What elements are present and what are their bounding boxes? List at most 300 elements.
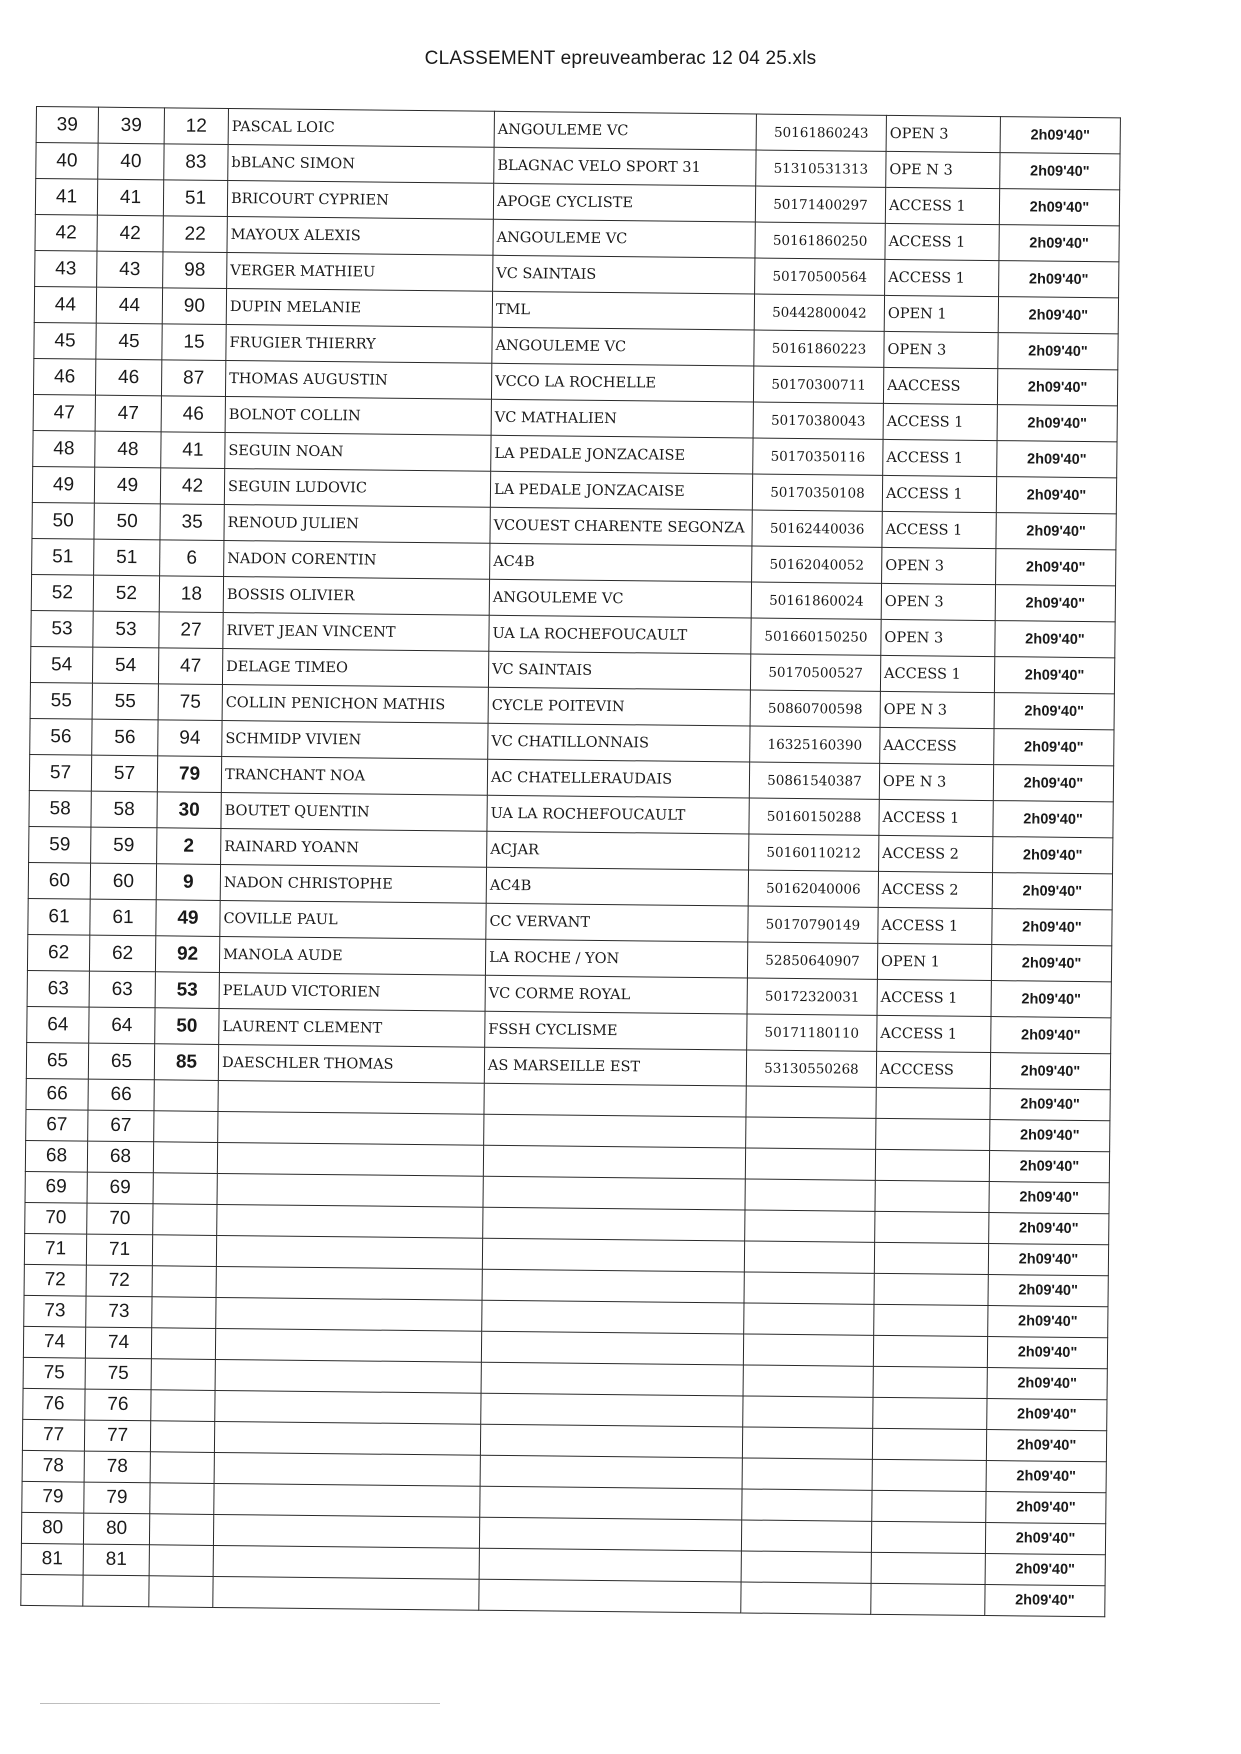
position-cell: 57: [29, 754, 91, 791]
category-cell: [871, 1583, 985, 1615]
position-cell: 44: [34, 286, 96, 323]
license-number-cell: 50161860243: [756, 114, 886, 151]
license-number-cell: 53130550268: [746, 1050, 876, 1087]
club-cell: AC4B: [486, 867, 748, 906]
club-cell: VC CHATILLONNAIS: [488, 723, 750, 762]
rider-name-cell: RAINARD YOANN: [221, 828, 487, 867]
rider-name-cell: [216, 1297, 482, 1331]
category-cell: [872, 1459, 986, 1491]
license-number-cell: 52850640907: [747, 942, 877, 979]
rider-name-cell: BOUTET QUENTIN: [221, 792, 487, 831]
bib-number-cell: 30: [157, 792, 221, 829]
place-cell: 78: [84, 1451, 150, 1483]
category-cell: ACCCESS: [876, 1051, 990, 1088]
rider-name-cell: [216, 1266, 482, 1300]
place-cell: 63: [89, 971, 155, 1008]
bib-number-cell: 22: [163, 216, 227, 253]
bib-number-cell: 83: [164, 144, 228, 181]
time-cell: 2h09'40": [994, 693, 1114, 730]
position-cell: 39: [36, 107, 98, 144]
rider-name-cell: [218, 1111, 484, 1145]
club-cell: CC VERVANT: [486, 903, 748, 942]
license-number-cell: 501660150250: [751, 618, 881, 655]
rider-name-cell: MAYOUX ALEXIS: [227, 217, 493, 256]
rider-name-cell: [217, 1142, 483, 1176]
rider-name-cell: NADON CHRISTOPHE: [220, 864, 486, 903]
time-cell: 2h09'40": [996, 513, 1116, 550]
rider-name-cell: [213, 1514, 479, 1548]
club-cell: TML: [492, 291, 754, 330]
position-cell: 42: [35, 214, 97, 251]
category-cell: OPEN 1: [877, 943, 991, 980]
bib-number-cell: [151, 1328, 215, 1360]
bib-number-cell: 49: [156, 900, 220, 937]
time-cell: 2h09'40": [996, 549, 1116, 586]
bib-number-cell: 27: [159, 612, 223, 649]
position-cell: 54: [30, 646, 92, 683]
club-cell: ACJAR: [487, 831, 749, 870]
club-cell: AS MARSEILLE EST: [484, 1047, 746, 1086]
time-cell: 2h09'40": [991, 981, 1111, 1018]
bib-number-cell: [149, 1514, 213, 1546]
rider-name-cell: [214, 1421, 480, 1455]
rider-name-cell: [215, 1390, 481, 1424]
category-cell: ACCESS 1: [879, 799, 993, 836]
category-cell: [871, 1521, 985, 1553]
license-number-cell: [744, 1303, 874, 1335]
category-cell: ACCESS 1: [882, 475, 996, 512]
rider-name-cell: LAURENT CLEMENT: [219, 1008, 485, 1047]
time-cell: 2h09'40": [991, 945, 1111, 982]
club-cell: VCCO LA ROCHELLE: [491, 363, 753, 402]
place-cell: 40: [98, 143, 164, 180]
time-cell: 2h09'40": [990, 1053, 1110, 1090]
license-number-cell: 50161860024: [751, 582, 881, 619]
place-cell: 70: [87, 1203, 153, 1235]
position-cell: 71: [24, 1233, 86, 1265]
place-cell: 75: [85, 1358, 151, 1390]
category-cell: [876, 1087, 990, 1119]
category-cell: [874, 1242, 988, 1274]
club-cell: [479, 1517, 741, 1551]
rider-name-cell: [216, 1235, 482, 1269]
license-number-cell: 16325160390: [750, 726, 880, 763]
club-cell: VC CORME ROYAL: [485, 975, 747, 1014]
time-cell: 2h09'40": [998, 333, 1118, 370]
time-cell: 2h09'40": [993, 765, 1113, 802]
bib-number-cell: [149, 1545, 213, 1577]
bib-number-cell: [153, 1204, 217, 1236]
category-cell: ACCESS 2: [879, 835, 993, 872]
position-cell: 56: [30, 718, 92, 755]
results-sheet: [20, 106, 1121, 1617]
category-cell: OPEN 3: [886, 115, 1000, 152]
license-number-cell: [744, 1272, 874, 1304]
time-cell: 2h09'40": [1000, 117, 1120, 154]
bib-number-cell: 35: [160, 504, 224, 541]
rider-name-cell: PELAUD VICTORIEN: [219, 972, 485, 1011]
club-cell: [484, 1114, 746, 1148]
position-cell: [21, 1574, 83, 1606]
club-cell: [482, 1238, 744, 1272]
bib-number-cell: 92: [155, 936, 219, 973]
license-number-cell: 50171400297: [755, 186, 885, 223]
bib-number-cell: [152, 1266, 216, 1298]
time-cell: 2h09'40": [990, 1120, 1110, 1152]
time-cell: 2h09'40": [994, 729, 1114, 766]
time-cell: 2h09'40": [988, 1306, 1108, 1338]
license-number-cell: [741, 1582, 871, 1614]
time-cell: 2h09'40": [986, 1430, 1106, 1462]
club-cell: [480, 1486, 742, 1520]
category-cell: OPEN 3: [882, 547, 996, 584]
time-cell: 2h09'40": [997, 405, 1117, 442]
category-cell: OPEN 3: [881, 583, 995, 620]
position-cell: 58: [29, 790, 91, 827]
place-cell: 81: [83, 1544, 149, 1576]
club-cell: LA PEDALE JONZACAISE: [491, 435, 753, 474]
place-cell: 64: [89, 1007, 155, 1044]
time-cell: 2h09'40": [996, 477, 1116, 514]
position-cell: 49: [32, 466, 94, 503]
place-cell: 61: [90, 899, 156, 936]
category-cell: OPE N 3: [879, 763, 993, 800]
bib-number-cell: 9: [156, 864, 220, 901]
license-number-cell: [742, 1458, 872, 1490]
place-cell: 51: [94, 539, 160, 576]
time-cell: 2h09'40": [989, 1182, 1109, 1214]
bib-number-cell: [150, 1421, 214, 1453]
bib-number-cell: [149, 1576, 213, 1608]
bib-number-cell: 2: [157, 828, 221, 865]
category-cell: [873, 1366, 987, 1398]
club-cell: BLAGNAC VELO SPORT 31: [494, 147, 756, 186]
category-cell: [872, 1490, 986, 1522]
category-cell: OPE N 3: [886, 151, 1000, 188]
position-cell: 53: [31, 610, 93, 647]
time-cell: 2h09'40": [997, 441, 1117, 478]
club-cell: LA PEDALE JONZACAISE: [490, 471, 752, 510]
license-number-cell: [745, 1148, 875, 1180]
category-cell: OPEN 3: [884, 331, 998, 368]
club-cell: ANGOULEME VC: [493, 219, 755, 258]
rider-name-cell: TRANCHANT NOA: [221, 756, 487, 795]
bib-number-cell: [151, 1390, 215, 1422]
license-number-cell: [745, 1179, 875, 1211]
position-cell: 73: [24, 1295, 86, 1327]
club-cell: [483, 1145, 745, 1179]
time-cell: 2h09'40": [989, 1151, 1109, 1183]
rider-name-cell: SEGUIN NOAN: [225, 432, 491, 471]
bib-number-cell: 46: [161, 396, 225, 433]
category-cell: AACCESS: [880, 727, 994, 764]
license-number-cell: 50442800042: [754, 294, 884, 331]
license-number-cell: [746, 1086, 876, 1118]
license-number-cell: 50860700598: [750, 690, 880, 727]
bib-number-cell: 18: [159, 576, 223, 613]
license-number-cell: 50161860223: [754, 330, 884, 367]
time-cell: 2h09'40": [994, 657, 1114, 694]
bib-number-cell: [154, 1080, 218, 1112]
rider-name-cell: RIVET JEAN VINCENT: [223, 612, 489, 651]
time-cell: 2h09'40": [993, 837, 1113, 874]
time-cell: 2h09'40": [992, 909, 1112, 946]
place-cell: 72: [86, 1265, 152, 1297]
club-cell: ANGOULEME VC: [494, 111, 756, 150]
rider-name-cell: DUPIN MELANIE: [226, 289, 492, 328]
place-cell: 50: [94, 503, 160, 540]
position-cell: 64: [27, 1006, 89, 1043]
license-number-cell: 50861540387: [749, 762, 879, 799]
time-cell: 2h09'40": [988, 1244, 1108, 1276]
club-cell: [481, 1331, 743, 1365]
position-cell: 47: [33, 394, 95, 431]
club-cell: VC MATHALIEN: [491, 399, 753, 438]
place-cell: 80: [83, 1513, 149, 1545]
rider-name-cell: COLLIN PENICHON MATHIS: [222, 684, 488, 723]
club-cell: UA LA ROCHEFOUCAULT: [487, 795, 749, 834]
position-cell: 55: [30, 682, 92, 719]
category-cell: [873, 1397, 987, 1429]
rider-name-cell: [214, 1452, 480, 1486]
license-number-cell: [742, 1489, 872, 1521]
license-number-cell: [746, 1117, 876, 1149]
position-cell: 74: [23, 1326, 85, 1358]
place-cell: 41: [97, 179, 163, 216]
license-number-cell: 50170350108: [752, 474, 882, 511]
category-cell: [875, 1211, 989, 1243]
license-number-cell: 50162440036: [752, 510, 882, 547]
license-number-cell: 50170380043: [753, 402, 883, 439]
bib-number-cell: 53: [155, 972, 219, 1009]
place-cell: 57: [91, 755, 157, 792]
license-number-cell: [743, 1396, 873, 1428]
license-number-cell: 50172320031: [747, 978, 877, 1015]
place-cell: 53: [93, 611, 159, 648]
bib-number-cell: 12: [164, 108, 228, 145]
place-cell: 60: [90, 863, 156, 900]
bib-number-cell: [153, 1173, 217, 1205]
license-number-cell: [741, 1520, 871, 1552]
position-cell: 41: [35, 179, 97, 216]
club-cell: AC4B: [490, 543, 752, 582]
club-cell: [479, 1579, 741, 1613]
place-cell: 49: [94, 467, 160, 504]
bib-number-cell: 90: [162, 288, 226, 325]
place-cell: 58: [91, 791, 157, 828]
club-cell: FSSH CYCLISME: [485, 1011, 747, 1050]
place-cell: 73: [86, 1296, 152, 1328]
bib-number-cell: [151, 1359, 215, 1391]
category-cell: [876, 1118, 990, 1150]
position-cell: 81: [21, 1543, 83, 1575]
results-body: [21, 107, 1121, 1617]
license-number-cell: [741, 1551, 871, 1583]
time-cell: 2h09'40": [999, 261, 1119, 298]
bib-number-cell: 41: [161, 432, 225, 469]
position-cell: 50: [32, 502, 94, 539]
rider-name-cell: [217, 1204, 483, 1238]
position-cell: 59: [29, 826, 91, 863]
rider-name-cell: [218, 1080, 484, 1114]
time-cell: 2h09'40": [999, 225, 1119, 262]
time-cell: 2h09'40": [990, 1089, 1110, 1121]
rider-name-cell: BOSSIS OLIVIER: [223, 576, 489, 615]
category-cell: ACCESS 1: [878, 907, 992, 944]
position-cell: 61: [28, 898, 90, 935]
category-cell: ACCESS 1: [885, 187, 999, 224]
place-cell: 45: [96, 323, 162, 360]
category-cell: [872, 1428, 986, 1460]
license-number-cell: [742, 1427, 872, 1459]
rider-name-cell: bBLANC SIMON: [228, 145, 494, 184]
club-cell: [482, 1269, 744, 1303]
category-cell: ACCESS 1: [877, 979, 991, 1016]
bib-number-cell: 98: [163, 252, 227, 289]
category-cell: [871, 1552, 985, 1584]
place-cell: 67: [88, 1110, 154, 1142]
place-cell: 56: [92, 719, 158, 756]
bib-number-cell: 94: [158, 720, 222, 757]
category-cell: ACCESS 2: [878, 871, 992, 908]
position-cell: 79: [22, 1481, 84, 1513]
rider-name-cell: [213, 1545, 479, 1579]
bib-number-cell: [153, 1142, 217, 1174]
place-cell: 43: [97, 251, 163, 288]
bib-number-cell: 51: [163, 180, 227, 217]
position-cell: 69: [25, 1171, 87, 1203]
rider-name-cell: SEGUIN LUDOVIC: [224, 468, 490, 507]
license-number-cell: 51310531313: [756, 150, 886, 187]
rider-name-cell: COVILLE PAUL: [220, 900, 486, 939]
place-cell: 69: [87, 1172, 153, 1204]
place-cell: 76: [85, 1389, 151, 1421]
time-cell: 2h09'40": [987, 1399, 1107, 1431]
rider-name-cell: [214, 1483, 480, 1517]
category-cell: [873, 1335, 987, 1367]
rider-name-cell: PASCAL LOIC: [228, 109, 494, 148]
club-cell: [484, 1083, 746, 1117]
time-cell: 2h09'40": [987, 1368, 1107, 1400]
bib-number-cell: [150, 1483, 214, 1515]
club-cell: VC SAINTAIS: [493, 255, 755, 294]
bib-number-cell: 50: [155, 1008, 219, 1045]
license-number-cell: 50160150288: [749, 798, 879, 835]
position-cell: 68: [25, 1140, 87, 1172]
place-cell: 79: [84, 1482, 150, 1514]
category-cell: ACCESS 1: [885, 259, 999, 296]
rider-name-cell: DELAGE TIMEO: [222, 648, 488, 687]
bib-number-cell: 15: [162, 324, 226, 361]
category-cell: [874, 1273, 988, 1305]
rider-name-cell: SCHMIDP VIVIEN: [222, 720, 488, 759]
time-cell: 2h09'40": [995, 621, 1115, 658]
place-cell: 65: [88, 1043, 154, 1080]
rider-name-cell: BOLNOT COLLIN: [225, 397, 491, 436]
time-cell: 2h09'40": [989, 1213, 1109, 1245]
rider-name-cell: RENOUD JULIEN: [224, 504, 490, 543]
club-cell: [482, 1300, 744, 1334]
club-cell: [483, 1207, 745, 1241]
bib-number-cell: 42: [160, 468, 224, 505]
club-cell: LA ROCHE / YON: [485, 939, 747, 978]
time-cell: 2h09'40": [993, 801, 1113, 838]
rider-name-cell: [215, 1328, 481, 1362]
rider-name-cell: THOMAS AUGUSTIN: [225, 361, 491, 400]
time-cell: 2h09'40": [992, 873, 1112, 910]
category-cell: OPEN 3: [881, 619, 995, 656]
club-cell: APOGE CYCLISTE: [493, 183, 755, 222]
category-cell: AACCESS: [883, 367, 997, 404]
place-cell: 54: [92, 647, 158, 684]
license-number-cell: 50170500564: [755, 258, 885, 295]
place-cell: 66: [88, 1079, 154, 1111]
club-cell: [479, 1548, 741, 1582]
position-cell: 60: [28, 862, 90, 899]
position-cell: 63: [27, 970, 89, 1007]
bib-number-cell: 79: [157, 756, 221, 793]
position-cell: 75: [23, 1357, 85, 1389]
position-cell: 70: [25, 1202, 87, 1234]
position-cell: 78: [22, 1450, 84, 1482]
position-cell: 76: [23, 1388, 85, 1420]
position-cell: 48: [33, 430, 95, 467]
scan-artifact-line: [40, 1703, 440, 1704]
club-cell: [483, 1176, 745, 1210]
club-cell: VCOUEST CHARENTE SEGONZA: [490, 507, 752, 546]
category-cell: ACCESS 1: [880, 655, 994, 692]
club-cell: AC CHATELLERAUDAIS: [487, 759, 749, 798]
place-cell: 42: [97, 215, 163, 252]
place-cell: 59: [91, 827, 157, 864]
position-cell: 66: [26, 1078, 88, 1110]
license-number-cell: 50170300711: [753, 366, 883, 403]
bib-number-cell: 85: [154, 1044, 218, 1081]
place-cell: 71: [86, 1234, 152, 1266]
rider-name-cell: [213, 1576, 479, 1610]
license-number-cell: 50162040006: [748, 870, 878, 907]
bib-number-cell: [152, 1235, 216, 1267]
license-number-cell: 50161860250: [755, 222, 885, 259]
license-number-cell: 50162040052: [752, 546, 882, 583]
rider-name-cell: MANOLA AUDE: [219, 936, 485, 975]
club-cell: UA LA ROCHEFOUCAULT: [489, 615, 751, 654]
category-cell: [874, 1304, 988, 1336]
club-cell: [480, 1424, 742, 1458]
category-cell: ACCESS 1: [883, 403, 997, 440]
time-cell: 2h09'40": [999, 189, 1119, 226]
category-cell: [875, 1180, 989, 1212]
bib-number-cell: 75: [158, 684, 222, 721]
place-cell: 47: [95, 395, 161, 432]
category-cell: ACCESS 1: [882, 511, 996, 548]
category-cell: ACCESS 1: [877, 1015, 991, 1052]
club-cell: VC SAINTAIS: [488, 651, 750, 690]
club-cell: ANGOULEME VC: [492, 327, 754, 366]
license-number-cell: [744, 1241, 874, 1273]
time-cell: 2h09'40": [991, 1017, 1111, 1054]
place-cell: 44: [96, 287, 162, 324]
place-cell: 74: [85, 1327, 151, 1359]
bib-number-cell: [154, 1111, 218, 1143]
rider-name-cell: DAESCHLER THOMAS: [218, 1044, 484, 1083]
position-cell: 52: [31, 574, 93, 611]
place-cell: 46: [95, 359, 161, 396]
rider-name-cell: FRUGIER THIERRY: [226, 325, 492, 364]
license-number-cell: 50170500527: [750, 654, 880, 691]
place-cell: 77: [84, 1420, 150, 1452]
position-cell: 46: [33, 358, 95, 395]
